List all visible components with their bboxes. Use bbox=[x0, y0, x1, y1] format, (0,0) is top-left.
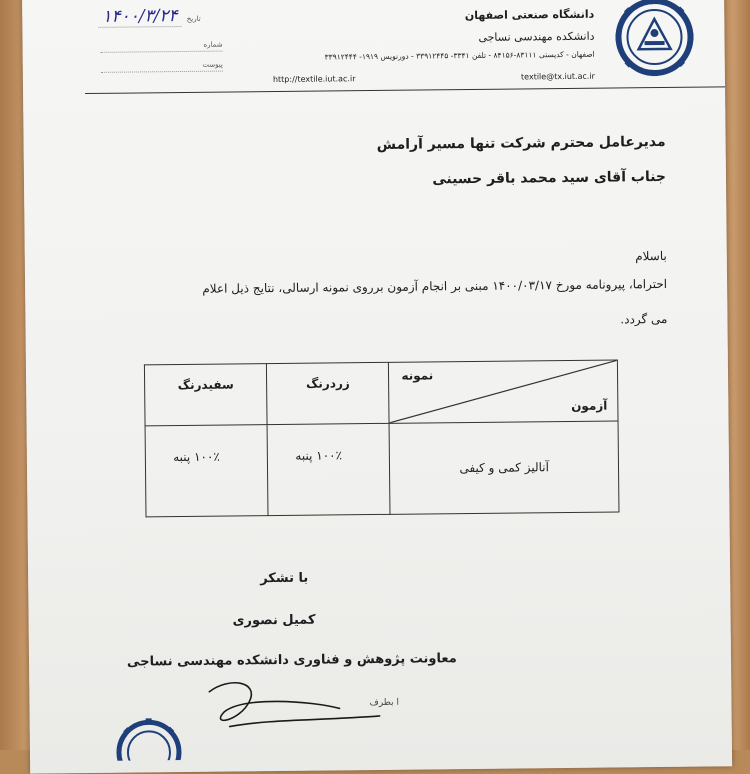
attachment-field bbox=[101, 52, 223, 73]
corner-header-cell bbox=[389, 360, 618, 423]
column-header-yellow: زردرنگ bbox=[306, 376, 350, 391]
website-link: http://textile.iut.ac.ir bbox=[272, 74, 356, 85]
letter-page bbox=[22, 0, 732, 774]
test-header: آزمون bbox=[571, 398, 608, 413]
recipient-title: مدیرعامل محترم شرکت تنها مسیر آرامش bbox=[376, 133, 666, 153]
column-header-white: سفیدرنگ bbox=[177, 377, 234, 393]
column-header bbox=[144, 364, 267, 426]
test-name-cell bbox=[389, 421, 619, 514]
result-yellow: ۱۰۰٪ پنبه bbox=[295, 448, 343, 463]
email-address: textile@tx.iut.ac.ir bbox=[520, 71, 595, 82]
result-cell bbox=[267, 423, 390, 515]
signer-position: معاونت پژوهش و فناوری دانشکده مهندسی نساجی bbox=[126, 651, 457, 670]
results-table bbox=[144, 359, 620, 517]
column-header bbox=[267, 362, 390, 424]
closing-thanks: با تشکر bbox=[260, 570, 309, 587]
greeting: باسلام bbox=[635, 248, 667, 264]
date-field bbox=[98, 6, 201, 27]
university-logo-icon bbox=[614, 0, 695, 77]
test-name: آنالیز کمی و کیفی bbox=[459, 460, 550, 476]
recipient-name: جناب آقای سید محمد باقر حسینی bbox=[432, 168, 667, 188]
university-seal-icon bbox=[114, 710, 185, 761]
header-divider bbox=[85, 86, 725, 94]
attachment-label: پیوست bbox=[202, 60, 223, 69]
copy-note: ا بطرف bbox=[369, 697, 400, 709]
number-label: شماره bbox=[203, 40, 223, 49]
department-name: دانشکده مهندسی نساجی bbox=[478, 29, 595, 44]
table-header-row bbox=[144, 360, 618, 426]
handwritten-signature bbox=[189, 670, 390, 742]
signer-name: کمیل نصوری bbox=[232, 612, 316, 629]
contact-address: اصفهان - کدپستی ۸۳۱۱۱-۸۴۱۵۶ - تلفن ۳۳۴۱- ۳۳۹۱۲۴۴۵ - دورنویس ۱۹۱۹- ۳۳۹۱۲۴۴۴ bbox=[324, 49, 595, 62]
date-value: ۱۴۰۰/۳/۲۴ bbox=[98, 6, 182, 28]
result-white: ۱۰۰٪ پنبه bbox=[173, 449, 220, 465]
sample-header: نمونه bbox=[401, 368, 434, 383]
table-row bbox=[145, 421, 619, 517]
result-cell bbox=[145, 425, 268, 517]
date-label: تاریخ bbox=[186, 14, 201, 23]
university-name: دانشگاه صنعتی اصفهان bbox=[464, 7, 595, 23]
body-text-line1: احتراما، پیرونامه مورخ ۱۴۰۰/۰۳/۱۷ مبنی بر انجام آزمون برروی نمونه ارسالی، نتایج ذیل اعلام bbox=[202, 276, 668, 296]
number-field bbox=[100, 32, 222, 53]
body-text-line2: می گردد. bbox=[620, 311, 668, 327]
